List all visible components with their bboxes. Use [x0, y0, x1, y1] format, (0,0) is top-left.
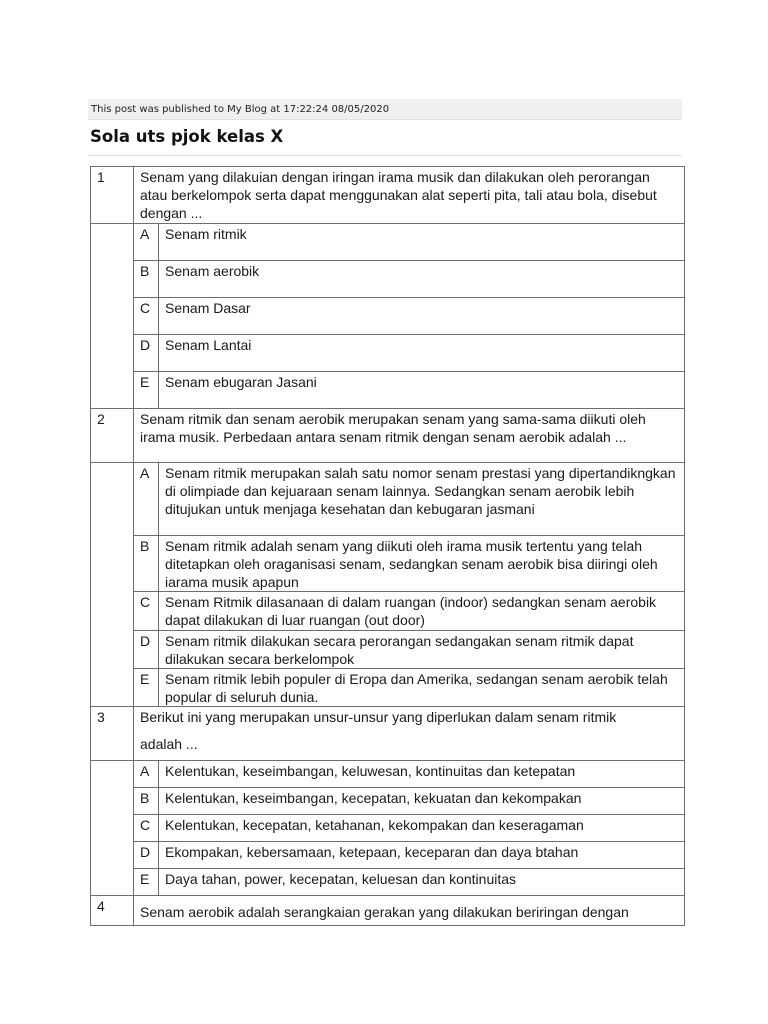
option-row	[91, 260, 685, 297]
option-text: Kelentukan, keseimbangan, kecepatan, kekuatan dan kekompakan	[159, 788, 685, 815]
option-text: Senam ritmik dilakukan secara perorangan sedangakan senam ritmik dapat dilakukan secara berkelompok	[159, 630, 685, 668]
option-letter: A	[134, 223, 159, 260]
question-number: 1	[91, 167, 134, 224]
option-row	[91, 842, 685, 869]
option-text: Kelentukan, keseimbangan, keluwesan, kontinuitas dan ketepatan	[159, 761, 685, 788]
option-letter: E	[134, 371, 159, 408]
question-row	[91, 408, 685, 462]
spacer-cell	[91, 462, 134, 707]
option-text: Senam Dasar	[159, 297, 685, 334]
question-row	[91, 707, 685, 761]
option-letter: A	[134, 462, 159, 535]
option-text: Senam ritmik adalah senam yang diikuti oleh irama musik tertentu yang telah ditetapkan oleh oraganisasi senam, sedangkan senam aerobik bisa diiringi oleh iarama musik apapun	[159, 535, 685, 592]
option-letter: B	[134, 535, 159, 592]
option-letter: B	[134, 260, 159, 297]
question-number: 4	[91, 896, 134, 926]
option-row	[91, 669, 685, 707]
question-text: Berikut ini yang merupakan unsur-unsur yang diperlukan dalam senam ritmik	[140, 709, 617, 726]
option-text: Senam aerobik	[159, 260, 685, 297]
question-text: Senam ritmik dan senam aerobik merupakan senam yang sama-sama diikuti oleh irama musik. Perbedaan antara senam ritmik dengan senam aerobik adalah ...	[134, 408, 685, 462]
question-number: 3	[91, 707, 134, 761]
option-row	[91, 223, 685, 260]
option-text: Senam Lantai	[159, 334, 685, 371]
option-text: Senam ritmik merupakan salah satu nomor senam prestasi yang dipertandikngkan di olimpiade dan kejuaraan senam lainnya. Sedangkan senam aerobik lebih ditujukan untuk menjaga kesehatan dan kebugaran jasmani	[159, 462, 685, 535]
option-letter: B	[134, 788, 159, 815]
title-divider	[88, 155, 682, 156]
option-letter: C	[134, 297, 159, 334]
option-letter: D	[134, 334, 159, 371]
option-text: Ekompakan, kebersamaan, ketepaan, keceparan dan daya btahan	[159, 842, 685, 869]
option-row	[91, 815, 685, 842]
option-row	[91, 788, 685, 815]
question-text-continuation: adalah ...	[140, 735, 198, 752]
question-table	[90, 166, 685, 926]
option-row	[91, 630, 685, 668]
publish-info-text: This post was published to My Blog at 17:22:24 08/05/2020	[91, 104, 390, 115]
question-text: Senam aerobik adalah serangkaian gerakan yang dilakukan beriringan dengan	[134, 896, 685, 926]
option-row	[91, 535, 685, 592]
question-text: Senam yang dilakuian dengan iringan irama musik dan dilakukan oleh perorangan atau berkelompok serta dapat menggunakan alat seperti pita, tali atau bola, disebut dengan ...	[134, 167, 685, 224]
question-row	[91, 896, 685, 926]
option-text: Daya tahan, power, kecepatan, keluesan dan kontinuitas	[159, 869, 685, 896]
option-text: Kelentukan, kecepatan, ketahanan, kekompakan dan keseragaman	[159, 815, 685, 842]
option-letter: E	[134, 669, 159, 707]
option-letter: D	[134, 842, 159, 869]
option-row	[91, 592, 685, 630]
option-text: Senam ritmik	[159, 223, 685, 260]
option-row	[91, 297, 685, 334]
option-letter: C	[134, 815, 159, 842]
question-cell	[134, 707, 685, 761]
option-row	[91, 371, 685, 408]
option-letter: A	[134, 761, 159, 788]
question-number: 2	[91, 408, 134, 462]
option-row	[91, 869, 685, 896]
option-text: Senam Ritmik dilasanaan di dalam ruangan (indoor) sedangkan senam aerobik dapat dilakukan di luar ruangan (out door)	[159, 592, 685, 630]
option-text: Senam ritmik lebih populer di Eropa dan Amerika, sedangan senam aerobik telah popular di seluruh dunia.	[159, 669, 685, 707]
question-row	[91, 167, 685, 224]
option-row	[91, 334, 685, 371]
spacer-cell	[91, 223, 134, 408]
option-letter: D	[134, 630, 159, 668]
option-row	[91, 761, 685, 788]
post-title: Sola uts pjok kelas X	[90, 127, 284, 146]
option-letter: E	[134, 869, 159, 896]
option-text: Senam ebugaran Jasani	[159, 371, 685, 408]
option-letter: C	[134, 592, 159, 630]
spacer-cell	[91, 761, 134, 896]
publish-info-bar	[88, 99, 682, 120]
option-row	[91, 462, 685, 535]
